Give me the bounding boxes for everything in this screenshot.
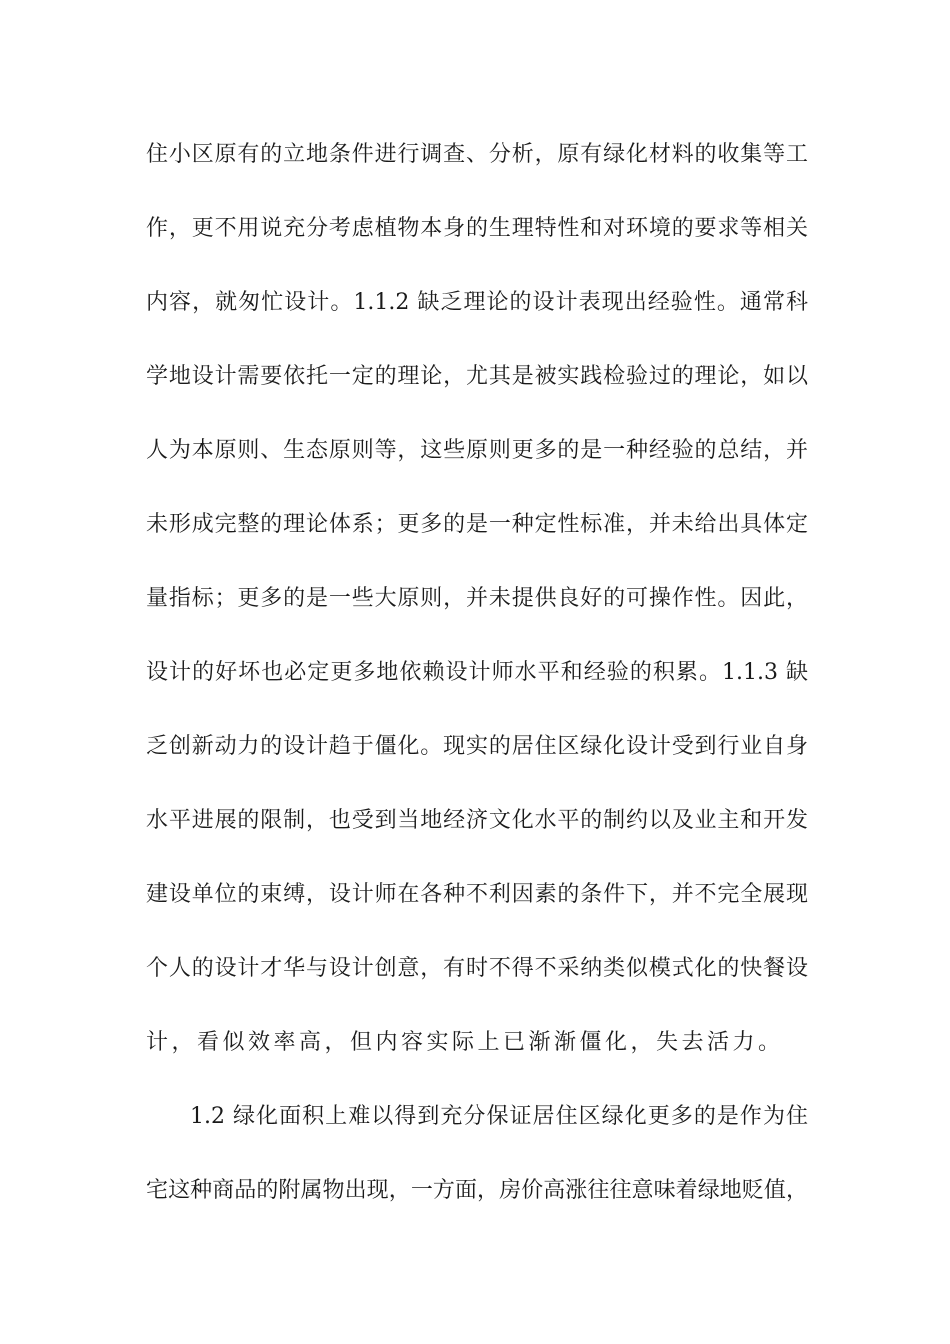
text-line: 未形成完整的理论体系；更多的是一种定性标准，并未给出具体定 bbox=[146, 512, 808, 537]
text-line: 作，更不用说充分考虑植物本身的生理特性和对环境的要求等相关 bbox=[146, 216, 808, 241]
text-line: 宅这种商品的附属物出现，一方面，房价高涨往往意味着绿地贬值， bbox=[146, 1178, 808, 1203]
text-line: 个人的设计才华与设计创意，有时不得不采纳类似模式化的快餐设 bbox=[146, 956, 808, 981]
text-line: 计，看似效率高，但内容实际上已渐渐僵化，失去活力。 bbox=[146, 1030, 784, 1055]
text-line: 量指标；更多的是一些大原则，并未提供良好的可操作性。因此， bbox=[146, 586, 808, 611]
text-line: 乏创新动力的设计趋于僵化。现实的居住区绿化设计受到行业自身 bbox=[146, 734, 808, 759]
text-line: 设计的好坏也必定更多地依赖设计师水平和经验的积累。1.1.3 缺 bbox=[146, 660, 808, 685]
text-line: 学地设计需要依托一定的理论，尤其是被实践检验过的理论，如以 bbox=[146, 364, 808, 389]
paragraph-first-line: 1.2 绿化面积上难以得到充分保证居住区绿化更多的是作为住 bbox=[190, 1104, 808, 1129]
text-line: 内容，就匆忙设计。1.1.2 缺乏理论的设计表现出经验性。通常科 bbox=[146, 290, 808, 315]
text-line: 人为本原则、生态原则等，这些原则更多的是一种经验的总结，并 bbox=[146, 438, 808, 463]
text-line: 水平进展的限制，也受到当地经济文化水平的制约以及业主和开发 bbox=[146, 808, 808, 833]
text-line: 建设单位的束缚，设计师在各种不利因素的条件下，并不完全展现 bbox=[146, 882, 808, 907]
text-line: 住小区原有的立地条件进行调查、分析，原有绿化材料的收集等工 bbox=[146, 142, 808, 167]
